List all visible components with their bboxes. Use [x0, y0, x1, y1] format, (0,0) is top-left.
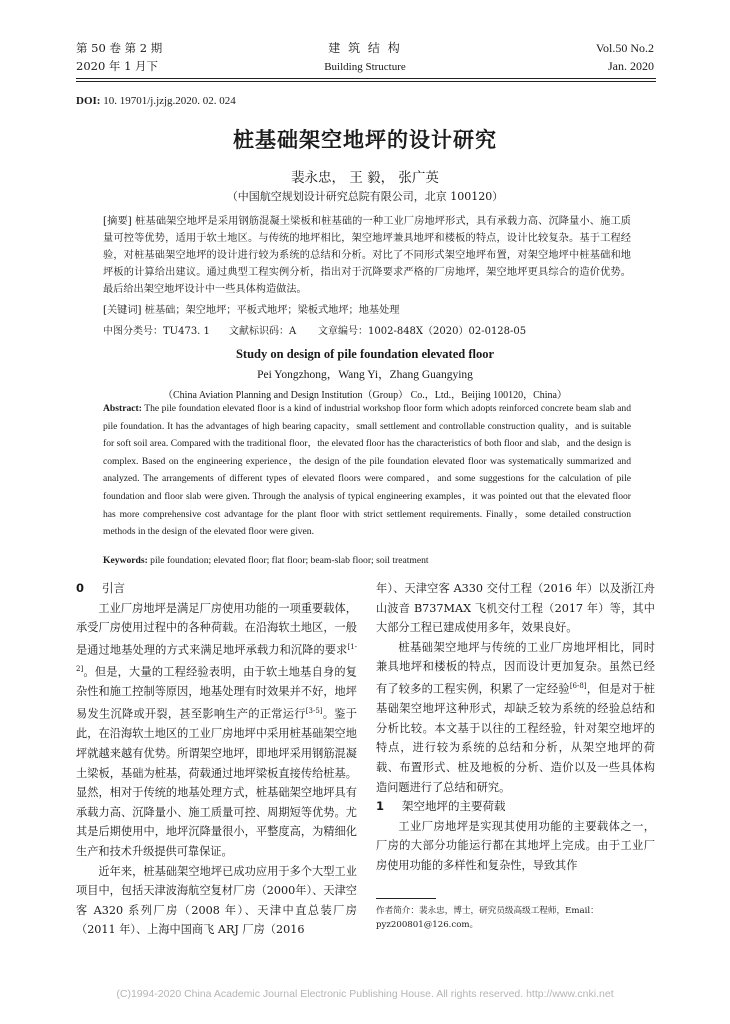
- keywords-en-label: Keywords:: [103, 555, 148, 566]
- section-0-number: 0: [76, 581, 85, 595]
- affiliation-cn: （中国航空规划设计研究总院有限公司，北京 100120）: [226, 190, 504, 203]
- text-run: 桩基础架空地坪与传统的工业厂房地坪相比，同时兼具地坪和楼板的特点，因而设计更加复杂。虽然已经有了较多的工程实例，积累了一定经验: [376, 640, 655, 696]
- citation: [1-2]: [76, 642, 357, 674]
- authors-cn: 裴永忠， 王 毅， 张广英: [291, 170, 439, 186]
- section-1-heading: [376, 797, 655, 817]
- doi: [76, 95, 236, 107]
- page-title: 桩基础架空地坪的设计研究: [233, 128, 497, 152]
- section-0-title: 引言: [102, 581, 125, 595]
- header-rule-2: [76, 81, 656, 82]
- journal-date-en: Jan. 2020: [608, 59, 654, 73]
- abstract-en-text: The pile foundation elevated floor is a kind of industrial workshop floor form which adopts reinforced concrete beam slab and pile foundation. It has the advantages of high bearing capacity，small settlement and controllable construction quality，and is suitable for soft soil area. Compared with the traditional floor，the elevated floor has the characteristics of both floor and slab，and the design is complex. Based on the engineering experience，the design of the pile foundation elevated floor was systematically summarized and analyzed. The arrangements of different types of elevated floors were compared，and some suggestions for the calculation of pile foundation and floor slab were given. Through the analysis of typical engineering examples，it was pointed out that the elevated floor has more comprehensive cost advantage for the plant floor with strict settlement requirements. Finally，some detailed construction methods in the design of the elevated floor were given.: [103, 403, 631, 538]
- abstract-en: [103, 400, 631, 541]
- article-number: 文章编号：1002-848X（2020）02-0128-05: [318, 326, 527, 337]
- abstract-en-label: Abstract:: [103, 403, 142, 414]
- body-right-column: [376, 579, 655, 876]
- abstract-cn: [103, 213, 631, 298]
- doc-code: 文献标识码：A: [229, 326, 297, 337]
- text-run: 工业厂房地坪是满足厂房使用功能的一项重要载体，承受厂房使用过程中的各种荷载。在沿海软土地区，一般是通过地基处理的方式来满足地坪承载力和沉降的要求: [76, 601, 357, 657]
- keywords-en-text: pile foundation; elevated floor; flat floor; beam-slab floor; soil treatment: [150, 555, 429, 566]
- text-run: ，但是对于桩基础架空地坪这种形式，却缺乏较为系统的经验总结和分析比较。本文基于以往的工程经验，针对架空地坪的特点，进行较为系统的总结和分析，从架空地坪的荷载、布置形式、桩及地板的分析、造价以及一些具体构造问题进行了总结和研究。: [376, 682, 655, 794]
- keywords-cn-label: [关键词]: [103, 305, 142, 316]
- journal-name-en: Building Structure: [324, 61, 406, 73]
- text-run: 。但是，大量的工程经验表明，由于软土地基自身的复杂性和施工控制等原因，地基处理有时效果并不好，地坪易发生沉降或开裂，甚至影响生产的正常运行: [76, 665, 357, 721]
- citation: [6-8]: [569, 681, 587, 690]
- paragraph: 年）、天津空客 A330 交付工程（2016 年）以及浙江舟山波音 B737MAX 飞机交付工程（2017 年）等，其中大部分工程已建成使用多年，效果良好。: [376, 582, 655, 635]
- doi-label: DOI:: [76, 95, 101, 107]
- author-footnote: 作者简介：裴永忠，博士，研究员级高级工程师，Email：pyz200801@126.com。: [376, 906, 599, 930]
- section-1-number: 1: [376, 799, 385, 814]
- affiliation-en: （China Aviation Planning and Design Institution（Group） Co.，Ltd.，Beijing 100120，China）: [163, 390, 567, 401]
- copyright-notice: (C)1994-2020 China Academic Journal Electronic Publishing House. All rights reserved. http://www.cnki.net: [116, 988, 614, 1000]
- title-en: Study on design of pile foundation elevated floor: [235, 347, 494, 361]
- doi-value: 10. 19701/j.jzjg.2020. 02. 024: [103, 95, 236, 107]
- text-run: 。鉴于此，在沿海软土地区的工业厂房地坪中采用桩基础架空地坪就越来越有优势。所谓架空地坪，即地坪采用钢筋混凝土梁板，基础为桩基，荷载通过地坪梁板直接传给桩基。显然，相对于传统的地基处理方式，桩基础架空地坪具有承载力高、沉降量小、施工质量可控、周期短等优势。尤其是后期使用中，地坪沉降量很小，平整度高，为精细化生产和技术升级提供可靠保证。: [76, 707, 357, 858]
- keywords-en: [103, 552, 631, 570]
- keywords-cn: [103, 302, 631, 319]
- clc-number: 中图分类号：TU473. 1: [103, 326, 210, 337]
- footnote-rule: [376, 898, 436, 899]
- paragraph: [376, 638, 655, 797]
- paragraph: [76, 599, 357, 862]
- section-0-heading: [76, 579, 357, 599]
- paragraph: 近年来，桩基础架空地坪已成功应用于多个大型工业项目中，包括天津波海航空复材厂房（2000年）、天津空客 A320 系列厂房（2008 年）、天津中直总装厂房（2011 年）、上海中国商飞 ARJ 厂房（2016: [76, 864, 357, 937]
- authors-en: Pei Yongzhong，Wang Yi，Zhang Guangying: [257, 369, 473, 381]
- abstract-cn-label: [摘要]: [103, 216, 132, 227]
- journal-volume-en: Vol.50 No.2: [595, 41, 654, 55]
- journal-volume-issue: 第 50 卷 第 2 期: [76, 41, 163, 55]
- citation: [3-5]: [305, 707, 323, 716]
- keywords-cn-text: 桩基础；架空地坪；平板式地坪；梁板式地坪；地基处理: [144, 305, 400, 316]
- journal-date: 2020 年 1 月下: [76, 59, 159, 73]
- abstract-cn-text: 桩基础架空地坪是采用钢筋混凝土梁板和桩基础的一种工业厂房地坪形式，具有承载力高、沉降量小、施工质量可控等优势，适用于软土地区。与传统的地坪相比，架空地坪兼具地坪和楼板的特点，设计比较复杂。基于工程经验，对桩基础架空地坪的设计进行较为系统的总结和分析。对比了不同形式架空地坪布置，对架空地坪中桩基础和地坪板的计算给出建议。通过典型工程实例分析，指出对于沉降要求严格的厂房地坪，架空地坪更具综合的造价优势。最后给出架空地坪设计中一些具体构造做法。: [103, 216, 631, 295]
- section-1-title: 架空地坪的主要荷载: [402, 799, 506, 814]
- journal-name-cn: 建 筑 结 构: [328, 41, 402, 55]
- header-rule: [76, 78, 656, 79]
- body-left-column: [76, 579, 357, 940]
- paragraph: 工业厂房地坪是实现其使用功能的主要载体之一，厂房的大部分功能运行都在其地坪上完成。由于工业厂房使用功能的多样性和复杂性，导致其作: [376, 819, 655, 873]
